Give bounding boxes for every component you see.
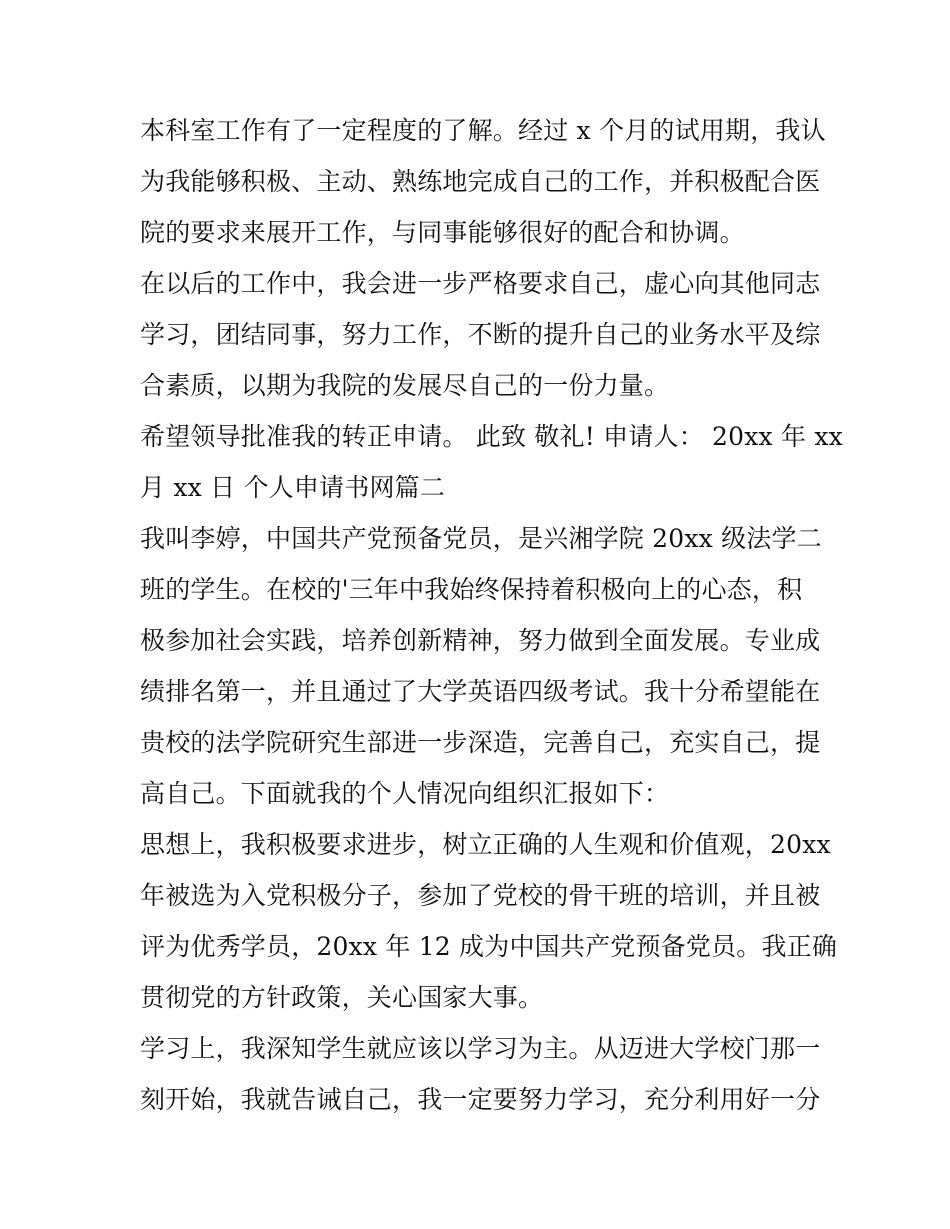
text-line: 在以后的工作中，我会进一步严格要求自己，虚心向其他同志 — [140, 269, 821, 298]
text-line: 合素质，以期为我院的发展尽自己的一份力量。 — [140, 371, 670, 400]
paragraph-study — [140, 1023, 821, 1125]
text-line: 希望领导批准我的转正申请。 此致 敬礼! 申请人： 20xx 年 xx — [140, 422, 843, 451]
text-line: 院的要求来展开工作，与同事能够很好的配合和协调。 — [140, 218, 745, 247]
text-line: 我叫李婷，中国共产党预备党员，是兴湘学院 20xx 级法学二 — [140, 524, 822, 553]
text-line: 评为优秀学员，20xx 年 12 成为中国共产党预备党员。我正确 — [140, 932, 838, 961]
text-line: 高自己。下面就我的个人情况向组织汇报如下： — [140, 779, 670, 808]
text-line: 班的学生。在校的'三年中我始终保持着积极向上的心态，积 — [140, 575, 803, 604]
text-line: 刻开始，我就告诫自己，我一定要努力学习，充分利用好一分 — [140, 1085, 821, 1114]
text-line: 月 xx 日 个人申请书网篇二 — [140, 473, 446, 502]
paragraph-closing-signature — [140, 411, 843, 513]
paragraph-ideology — [140, 819, 838, 1023]
text-line: 为我能够积极、主动、熟练地完成自己的工作，并积极配合医 — [140, 167, 821, 196]
paragraph-future-commitment — [140, 258, 821, 411]
paragraph-self-introduction — [140, 513, 822, 819]
text-line: 极参加社会实践，培养创新精神，努力做到全面发展。专业成 — [140, 626, 821, 655]
document-body — [140, 105, 843, 1125]
text-line: 思想上，我积极要求进步，树立正确的人生观和价值观，20xx — [140, 830, 831, 859]
text-line: 学习，团结同事，努力工作，不断的提升自己的业务水平及综 — [140, 320, 821, 349]
text-line: 绩排名第一，并且通过了大学英语四级考试。我十分希望能在 — [140, 677, 821, 706]
text-line: 学习上，我深知学生就应该以学习为主。从迈进大学校门那一 — [140, 1034, 821, 1063]
text-line: 贯彻党的方针政策，关心国家大事。 — [140, 983, 544, 1012]
paragraph-probation-review — [140, 105, 826, 258]
text-line: 本科室工作有了一定程度的了解。经过 x 个月的试用期，我认 — [140, 116, 826, 145]
text-line: 贵校的法学院研究生部进一步深造，完善自己，充实自己，提 — [140, 728, 821, 757]
text-line: 年被选为入党积极分子，参加了党校的骨干班的培训，并且被 — [140, 881, 821, 910]
